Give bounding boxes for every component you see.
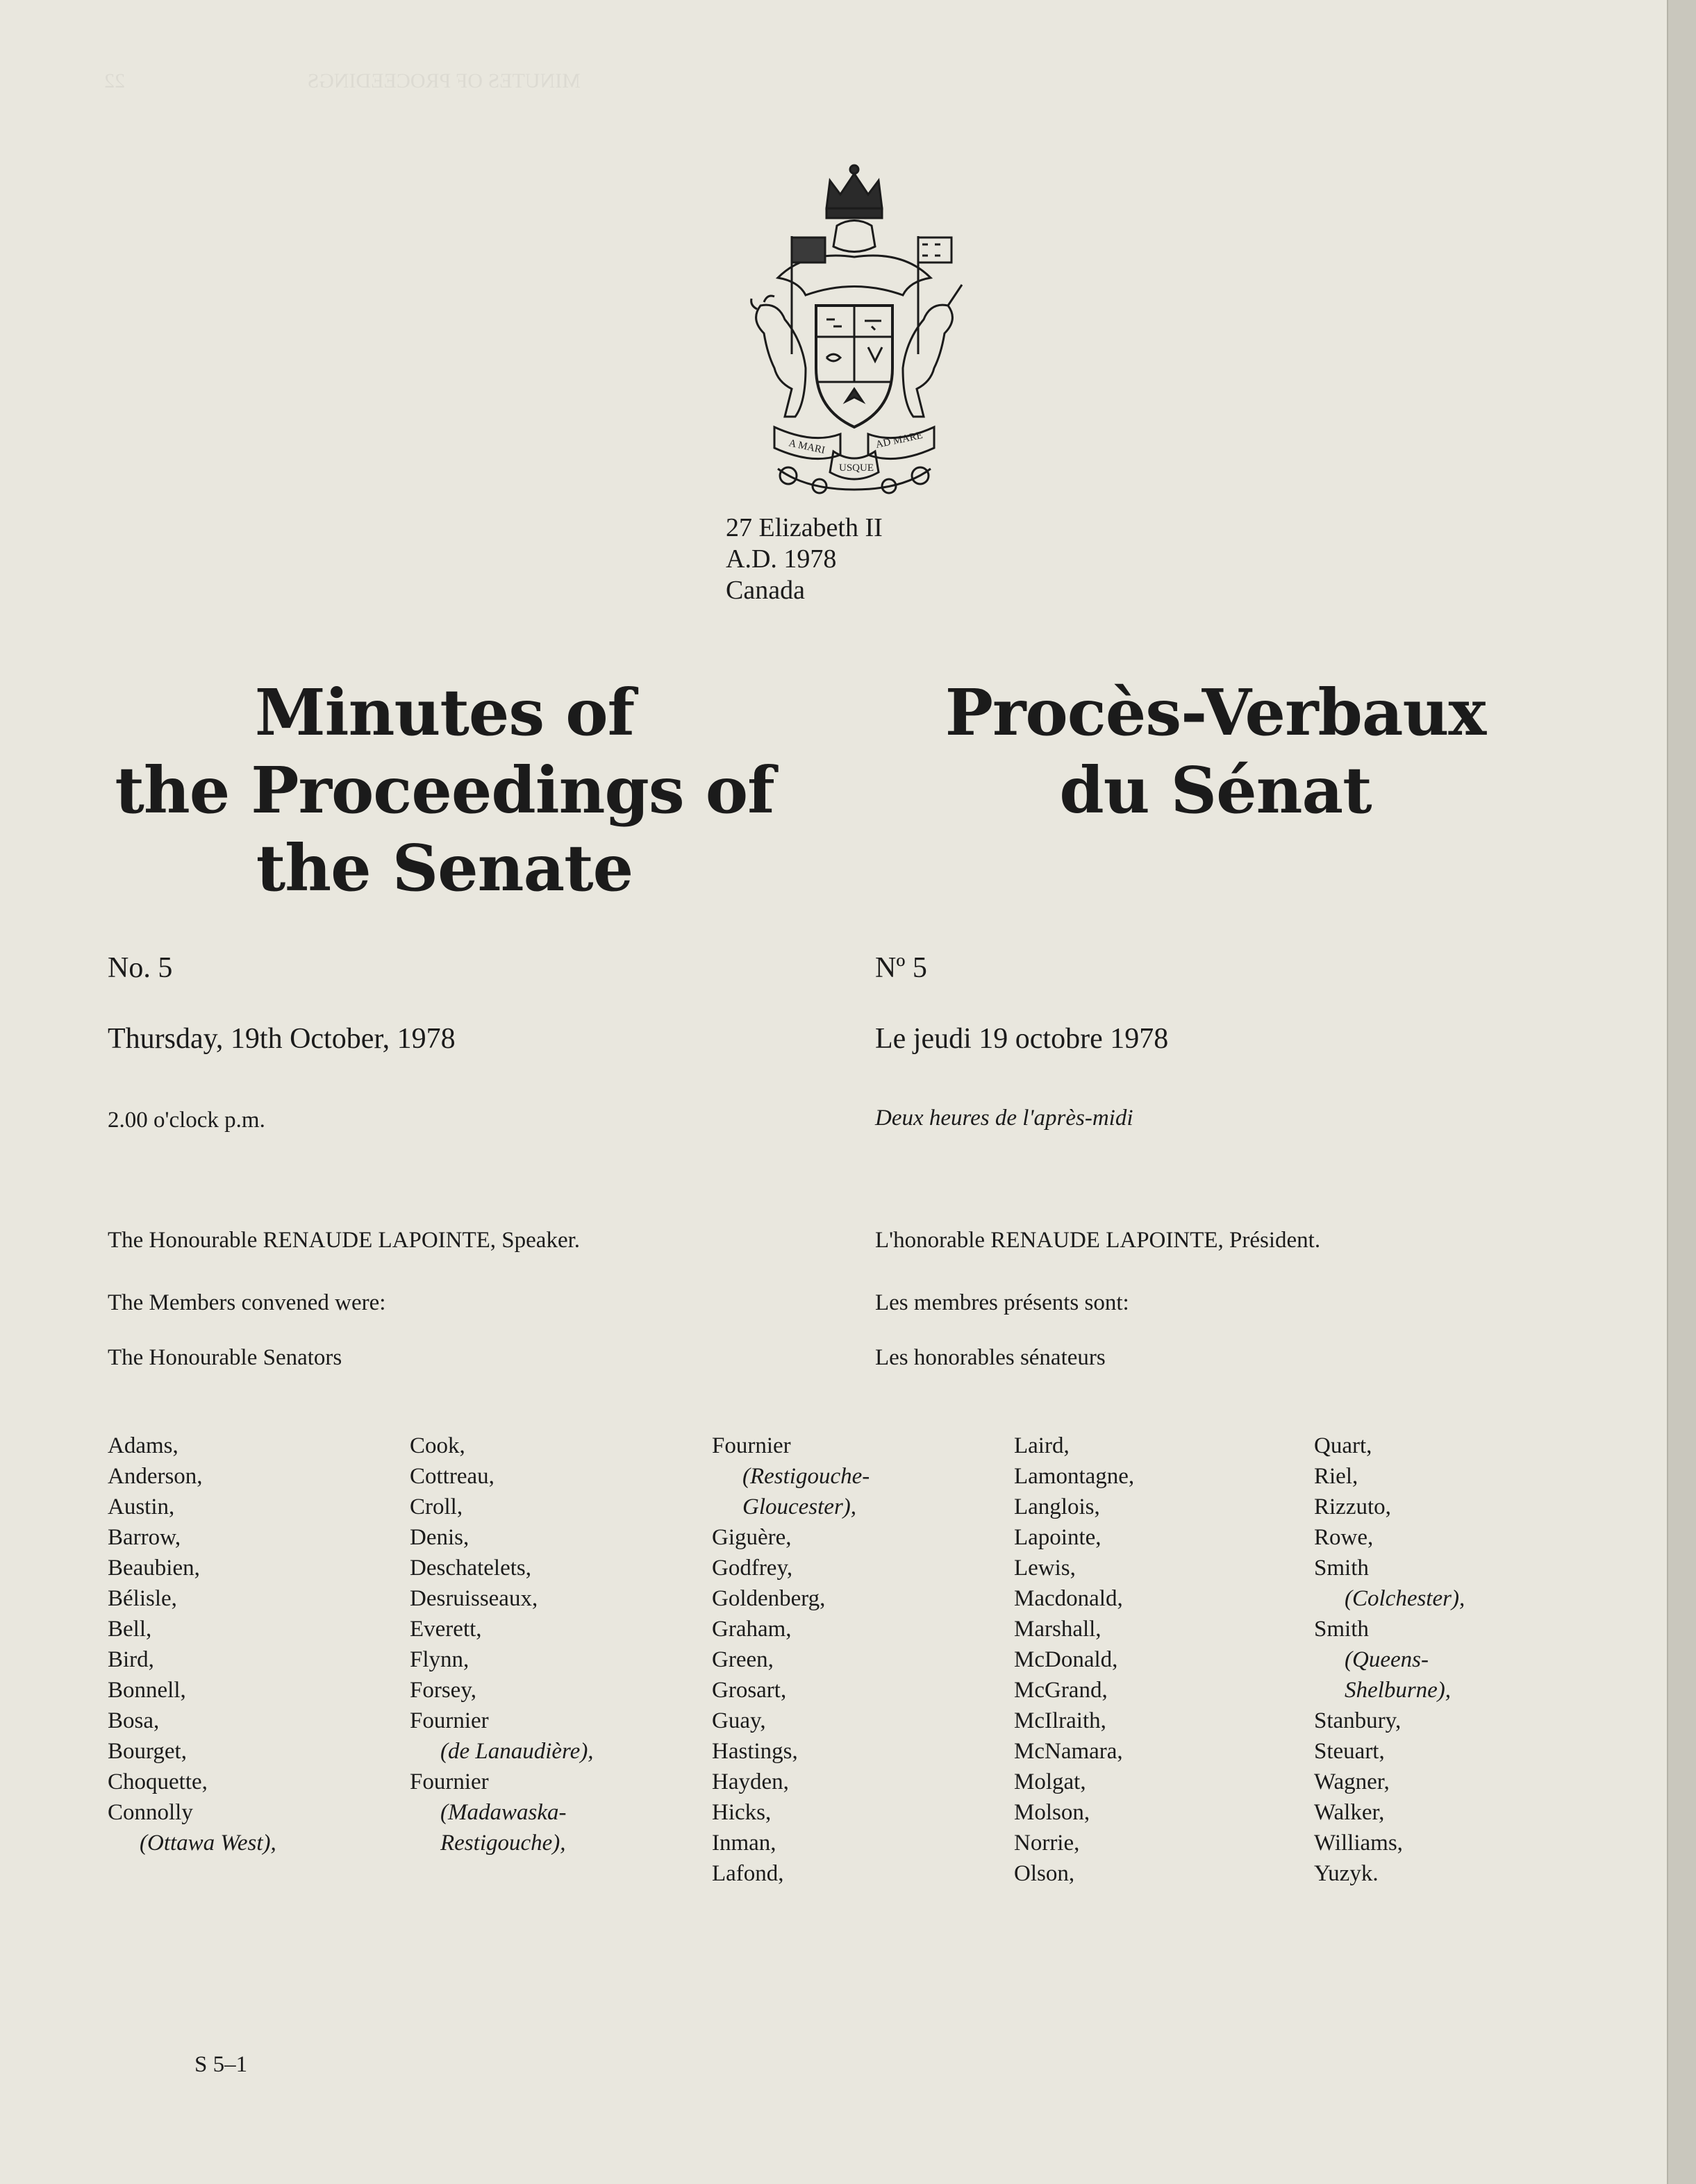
list-item: Fournier — [712, 1433, 791, 1458]
list-item: Everett, — [410, 1617, 482, 1642]
list-item: Smith — [1314, 1617, 1369, 1642]
motto-right: AD MARE — [874, 429, 924, 451]
list-item-note: (Ottawa West), — [140, 1831, 276, 1856]
regnal-year: 27 Elizabeth II — [726, 513, 883, 542]
list-item: Grosart, — [712, 1678, 787, 1703]
french-title — [903, 674, 1528, 829]
english-title-line2: the Proceedings of — [115, 753, 774, 828]
list-item: Lewis, — [1014, 1556, 1076, 1581]
french-speaker: L'honorable RENAUDE LAPOINTE, Président. — [875, 1228, 1321, 1253]
list-item: Stanbury, — [1314, 1708, 1402, 1733]
list-item: Williams, — [1314, 1831, 1403, 1856]
list-item: Bosa, — [108, 1708, 160, 1733]
french-number: Nº 5 — [875, 952, 927, 984]
list-item-note: (de Lanaudière), — [440, 1739, 594, 1764]
list-item: Wagner, — [1314, 1769, 1390, 1794]
list-item: Graham, — [712, 1617, 792, 1642]
list-item: Lamontagne, — [1014, 1464, 1135, 1489]
motto-left: A MARI — [788, 437, 826, 456]
list-item: Denis, — [410, 1525, 469, 1550]
french-present: Les membres présents sont: — [875, 1290, 1129, 1315]
list-item: Walker, — [1314, 1800, 1385, 1825]
french-title-line2: du Sénat — [1059, 753, 1372, 828]
list-item: Hayden, — [712, 1769, 789, 1794]
country: Canada — [726, 576, 805, 605]
list-item: Green, — [712, 1647, 774, 1672]
english-convened: The Members convened were: — [108, 1290, 386, 1315]
english-senators-heading: The Honourable Senators — [108, 1345, 342, 1370]
english-number: No. 5 — [108, 952, 173, 984]
list-item: Lapointe, — [1014, 1525, 1101, 1550]
regnal-year-block — [726, 512, 883, 606]
list-item-note: Shelburne), — [1345, 1678, 1452, 1703]
list-item: Flynn, — [410, 1647, 469, 1672]
list-item: Goldenberg, — [712, 1586, 826, 1611]
list-item-note: (Colchester), — [1345, 1586, 1465, 1611]
list-item: Laird, — [1014, 1433, 1070, 1458]
list-item: McNamara, — [1014, 1739, 1123, 1764]
senators-column-4 — [1014, 1431, 1134, 1889]
list-item: Molgat, — [1014, 1769, 1086, 1794]
list-item: Hastings, — [712, 1739, 798, 1764]
list-item: Fournier — [410, 1769, 489, 1794]
list-item: Steuart, — [1314, 1739, 1385, 1764]
list-item: Godfrey, — [712, 1556, 793, 1581]
list-item: Bourget, — [108, 1739, 187, 1764]
english-title-line3: the Senate — [256, 831, 633, 906]
list-item: Quart, — [1314, 1433, 1372, 1458]
list-item: Croll, — [410, 1494, 463, 1519]
list-item: Norrie, — [1014, 1831, 1080, 1856]
list-item: Yuzyk. — [1314, 1861, 1379, 1886]
list-item: Riel, — [1314, 1464, 1358, 1489]
french-senators-heading: Les honorables sénateurs — [875, 1345, 1106, 1370]
list-item: Bird, — [108, 1647, 154, 1672]
list-item: Smith — [1314, 1556, 1369, 1581]
list-item-note: Gloucester), — [742, 1494, 857, 1519]
french-time: Deux heures de l'après-midi — [875, 1106, 1133, 1131]
list-item: Bell, — [108, 1617, 152, 1642]
list-item: Beaubien, — [108, 1556, 200, 1581]
senators-column-2 — [410, 1431, 594, 1858]
list-item: Austin, — [108, 1494, 175, 1519]
list-item: Forsey, — [410, 1678, 476, 1703]
french-title-line1: Procès-Verbaux — [945, 675, 1486, 750]
english-date: Thursday, 19th October, 1978 — [108, 1023, 456, 1055]
list-item: Molson, — [1014, 1800, 1090, 1825]
list-item: McGrand, — [1014, 1678, 1108, 1703]
coat-of-arms-icon — [736, 160, 972, 500]
senators-column-5 — [1314, 1431, 1465, 1889]
list-item: Marshall, — [1014, 1617, 1101, 1642]
list-item: Macdonald, — [1014, 1586, 1123, 1611]
list-item: Bonnell, — [108, 1678, 186, 1703]
motto-center: USQUE — [839, 462, 874, 474]
senators-column-1 — [108, 1431, 276, 1858]
senators-column-3 — [712, 1431, 870, 1889]
year-ad: A.D. 1978 — [726, 544, 837, 574]
list-item: Guay, — [712, 1708, 766, 1733]
list-item: Hicks, — [712, 1800, 772, 1825]
english-title-line1: Minutes of — [254, 675, 635, 750]
list-item: McIlraith, — [1014, 1708, 1106, 1733]
list-item-note: (Queens- — [1345, 1647, 1429, 1672]
english-speaker: The Honourable RENAUDE LAPOINTE, Speaker. — [108, 1228, 581, 1253]
list-item: Cottreau, — [410, 1464, 494, 1489]
list-item: Langlois, — [1014, 1494, 1100, 1519]
show-through-text: MINUTES OF PROCEEDINGS 22 — [104, 69, 581, 92]
list-item: Choquette, — [108, 1769, 208, 1794]
page-code: S 5–1 — [194, 2052, 248, 2077]
page-edge — [1667, 0, 1696, 2184]
list-item-note: Restigouche), — [440, 1831, 566, 1856]
list-item: Giguère, — [712, 1525, 792, 1550]
list-item: Adams, — [108, 1433, 178, 1458]
list-item: McDonald, — [1014, 1647, 1118, 1672]
list-item: Lafond, — [712, 1861, 784, 1886]
french-date: Le jeudi 19 octobre 1978 — [875, 1023, 1169, 1055]
list-item: Rowe, — [1314, 1525, 1374, 1550]
english-title — [97, 674, 792, 907]
list-item: Cook, — [410, 1433, 465, 1458]
list-item: Desruisseaux, — [410, 1586, 538, 1611]
list-item-note: (Restigouche- — [742, 1464, 870, 1489]
list-item: Fournier — [410, 1708, 489, 1733]
english-time: 2.00 o'clock p.m. — [108, 1108, 265, 1133]
list-item: Deschatelets, — [410, 1556, 532, 1581]
list-item: Bélisle, — [108, 1586, 177, 1611]
list-item-note: (Madawaska- — [440, 1800, 567, 1825]
list-item: Anderson, — [108, 1464, 203, 1489]
list-item: Olson, — [1014, 1861, 1075, 1886]
list-item: Rizzuto, — [1314, 1494, 1391, 1519]
list-item: Inman, — [712, 1831, 776, 1856]
list-item: Connolly — [108, 1800, 193, 1825]
list-item: Barrow, — [108, 1525, 181, 1550]
